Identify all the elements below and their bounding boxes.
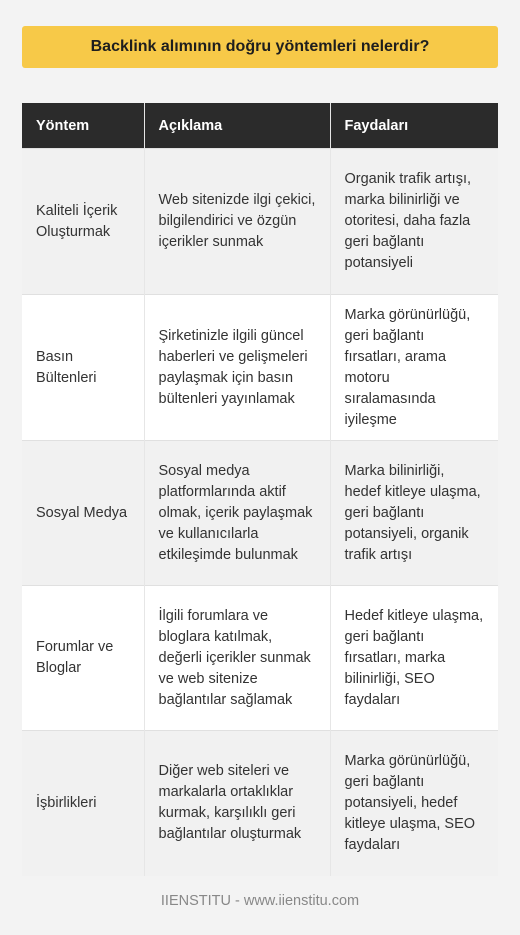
table-row [22, 149, 498, 295]
description-cell: Sosyal medya platformlarında aktif olmak, içerik paylaşmak ve kullanıcılarla etkileşimde bulunmak [144, 441, 330, 586]
footer-credit: IIENSTITU - www.iienstitu.com [160, 893, 360, 909]
method-cell: İşbirlikleri [22, 731, 144, 876]
benefits-cell: Marka bilinirliği, hedef kitleye ulaşma, geri bağlantı potansiyeli, organik trafik artışı [330, 441, 498, 586]
method-cell: Basın Bültenleri [22, 295, 144, 441]
benefits-cell: Hedef kitleye ulaşma, geri bağlantı fırsatları, marka bilinirliği, SEO faydaları [330, 586, 498, 731]
benefits-cell: Organik trafik artışı, marka bilinirliği ve otoritesi, daha fazla geri bağlantı potansiyeli [330, 149, 498, 295]
method-cell: Kaliteli İçerik Oluşturmak [22, 149, 144, 295]
method-cell: Forumlar ve Bloglar [22, 586, 144, 731]
column-header-benefits: Faydaları [330, 103, 498, 149]
description-cell: İlgili forumlara ve bloglara katılmak, değerli içerikler sunmak ve web sitenize bağlantılar sağlamak [144, 586, 330, 731]
benefits-cell: Marka görünürlüğü, geri bağlantı potansiyeli, hedef kitleye ulaşma, SEO faydaları [330, 731, 498, 876]
description-cell: Diğer web siteleri ve markalarla ortaklıklar kurmak, karşılıklı geri bağlantılar oluşturmak [144, 731, 330, 876]
methods-table [22, 103, 498, 876]
table-row [22, 586, 498, 731]
description-cell: Web sitenizde ilgi çekici, bilgilendirici ve özgün içerikler sunmak [144, 149, 330, 295]
table-row [22, 295, 498, 441]
benefits-cell: Marka görünürlüğü, geri bağlantı fırsatları, arama motoru sıralamasında iyileşme [330, 295, 498, 441]
table-row [22, 731, 498, 876]
column-header-description: Açıklama [144, 103, 330, 149]
page-title-banner [22, 26, 498, 68]
column-header-method: Yöntem [22, 103, 144, 149]
table-row [22, 441, 498, 586]
description-cell: Şirketinizle ilgili güncel haberleri ve gelişmeleri paylaşmak için basın bültenleri yayınlamak [144, 295, 330, 441]
method-cell: Sosyal Medya [22, 441, 144, 586]
page-title: Backlink alımının doğru yöntemleri nelerdir? [90, 38, 430, 55]
table-header-row [22, 103, 498, 149]
